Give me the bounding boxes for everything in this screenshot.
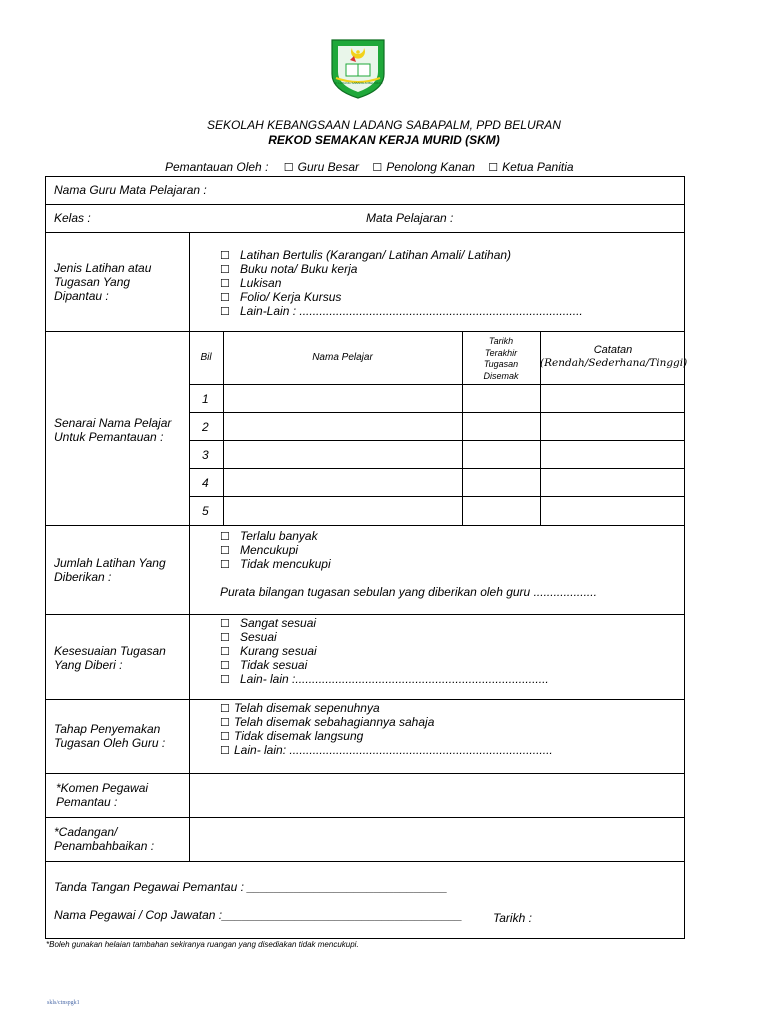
checking-option[interactable]: ☐ Tidak disemak langsung xyxy=(220,729,364,743)
student-row-number: 4 xyxy=(202,476,209,490)
logo-text: SK LADANG SABAPALM BELURAN xyxy=(333,81,383,85)
checking-option[interactable]: ☐ Telah disemak sebahagiannya sahaja xyxy=(220,715,435,729)
exercise-option[interactable]: ☐ Buku nota/ Buku kerja xyxy=(220,262,358,276)
suitability-option[interactable]: ☐ Tidak sesuai xyxy=(220,658,308,672)
checkbox-icon[interactable]: ☐ xyxy=(220,559,230,571)
suitability-label: Kesesuaian Tugasan Yang Diberi : xyxy=(54,644,166,672)
checkbox-icon[interactable]: ☐ xyxy=(220,632,230,644)
checkbox-icon[interactable]: ☐ xyxy=(488,162,499,174)
officer-comment-label: *Komen Pegawai Pemantau : xyxy=(56,781,149,809)
student-row-number: 1 xyxy=(202,392,209,406)
monitor-option-penolong-kanan: Penolong Kanan xyxy=(386,160,475,174)
class-label: Kelas : xyxy=(54,211,91,225)
student-row-number: 3 xyxy=(202,448,209,462)
checkbox-icon[interactable]: ☐ xyxy=(220,703,230,715)
teacher-name-label: Nama Guru Mata Pelajaran : xyxy=(54,183,207,197)
checkbox-icon[interactable]: ☐ xyxy=(220,674,230,686)
amount-option[interactable]: ☐ Tidak mencukupi xyxy=(220,557,331,571)
date-label: Tarikh : xyxy=(493,911,532,925)
school-name: SEKOLAH KEBANGSAAN LADANG SABAPALM, PPD BELURAN xyxy=(207,118,561,132)
amount-option[interactable]: ☐ Terlalu banyak xyxy=(220,529,318,543)
signature-line: Tanda Tangan Pegawai Pemantau : ______________________________ xyxy=(54,880,448,894)
average-tasks-text: Purata bilangan tugasan sebulan yang diberikan oleh guru ................... xyxy=(220,585,597,599)
checkbox-icon[interactable]: ☐ xyxy=(220,306,230,318)
officer-name-line: Nama Pegawai / Cop Jawatan :____________________________________ xyxy=(54,908,463,922)
exercise-amount-label: Jumlah Latihan Yang Diberikan : xyxy=(54,556,166,584)
col-bil-header: Bil xyxy=(200,352,212,363)
checkbox-icon[interactable]: ☐ xyxy=(220,278,230,290)
exercise-option[interactable]: ☐ Latihan Bertulis (Karangan/ Latihan Amali/ Latihan) xyxy=(220,248,512,262)
suitability-option[interactable]: ☐ Lain- lain :............................................................................ xyxy=(220,672,549,686)
student-list-label: Senarai Nama Pelajar Untuk Pemantauan : xyxy=(54,416,172,444)
checking-level-label: Tahap Penyemakan Tugasan Oleh Guru : xyxy=(54,722,166,750)
form-title: REKOD SEMAKAN KERJA MURID (SKM) xyxy=(268,133,500,147)
checking-option[interactable]: ☐ Lain- lain: ............................................................................... xyxy=(220,743,553,757)
checkbox-icon[interactable]: ☐ xyxy=(220,731,230,743)
col-name-header: Nama Pelajar xyxy=(312,352,373,363)
checkbox-icon[interactable]: ☐ xyxy=(220,545,230,557)
school-logo xyxy=(328,34,388,100)
suggestion-label: *Cadangan/ Penambahbaikan : xyxy=(54,825,155,853)
monitoring-row xyxy=(165,160,574,174)
monitoring-label: Pemantauan Oleh : xyxy=(165,160,269,174)
student-row-number: 5 xyxy=(202,504,209,518)
suitability-option[interactable]: ☐ Kurang sesuai xyxy=(220,644,317,658)
monitor-option-ketua-panitia: Ketua Panitia xyxy=(502,160,574,174)
monitor-option-guru-besar: Guru Besar xyxy=(297,160,359,174)
checkbox-icon[interactable]: ☐ xyxy=(220,264,230,276)
exercise-option[interactable]: ☐ Lukisan xyxy=(220,276,282,290)
checkbox-icon[interactable]: ☐ xyxy=(220,292,230,304)
suitability-option[interactable]: ☐ Sangat sesuai xyxy=(220,616,317,630)
exercise-type-label: Jenis Latihan atau Tugasan Yang Dipantau : xyxy=(54,261,152,303)
subject-label: Mata Pelajaran : xyxy=(366,211,454,225)
col-note-header: Catatan xyxy=(593,344,633,356)
checkbox-icon[interactable]: ☐ xyxy=(220,531,230,543)
suitability-option[interactable]: ☐ Sesuai xyxy=(220,630,277,644)
checkbox-icon[interactable]: ☐ xyxy=(220,618,230,630)
checking-option[interactable]: ☐ Telah disemak sepenuhnya xyxy=(220,701,380,715)
checkbox-icon[interactable]: ☐ xyxy=(220,745,230,757)
col-note-subheader: (Rendah/Sederhana/Tinggi) xyxy=(540,357,688,369)
form-table xyxy=(45,176,688,939)
checkbox-icon[interactable]: ☐ xyxy=(283,162,294,174)
col-date-header: Tarikh Terakhir Tugasan Disemak xyxy=(483,336,519,381)
exercise-option[interactable]: ☐ Folio/ Kerja Kursus xyxy=(220,290,342,304)
checkbox-icon[interactable]: ☐ xyxy=(220,646,230,658)
checkbox-icon[interactable]: ☐ xyxy=(220,250,230,262)
amount-option[interactable]: ☐ Mencukupi xyxy=(220,543,299,557)
student-row-number: 2 xyxy=(202,420,209,434)
footnote: *Boleh gunakan helaian tambahan sekiranya ruangan yang disediakan tidak mencukupi. xyxy=(46,940,359,949)
checkbox-icon[interactable]: ☐ xyxy=(220,660,230,672)
checkbox-icon[interactable]: ☐ xyxy=(220,717,230,729)
checkbox-icon[interactable]: ☐ xyxy=(372,162,383,174)
document-code: skls/ctnspgk1 xyxy=(47,1000,80,1006)
exercise-option[interactable]: ☐ Lain-Lain : ..................................................................................... xyxy=(220,304,583,318)
